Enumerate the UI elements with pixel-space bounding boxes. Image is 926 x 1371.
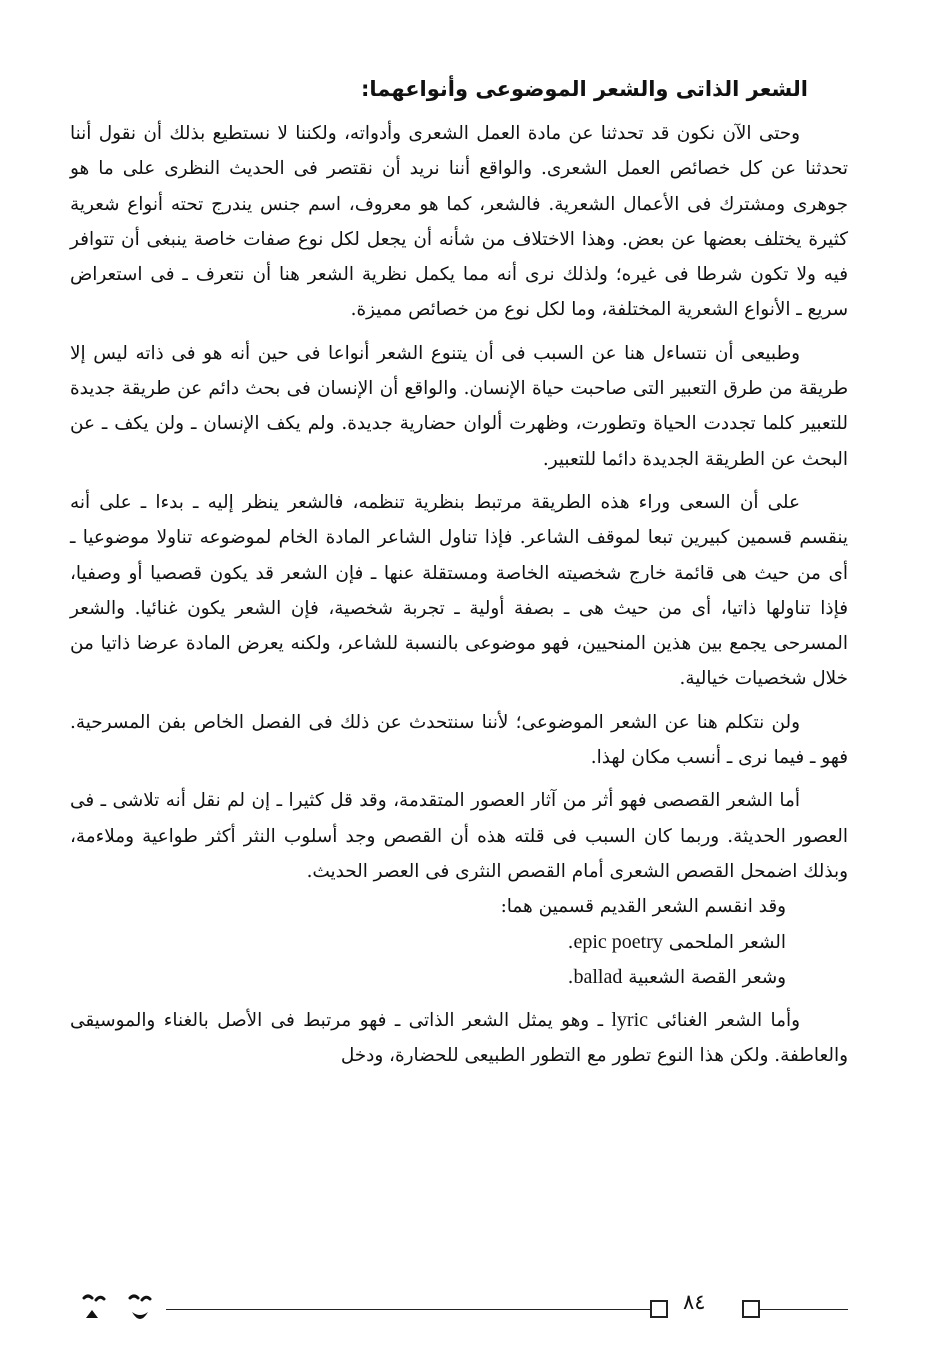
paragraph-6 [70,1003,848,1074]
body-text [70,116,848,1074]
paragraph-6-rest: ـ وهو يمثل الشعر الذاتى ـ فهو مرتبط فى الأصل بالغناء والموسيقى والعاطفة. ولكن هذا النوع تطور مع التطور الطبيعى للحضارة، ودخل [70,1010,848,1067]
lyric-term: lyric [611,1009,649,1032]
paragraph-1: وحتى الآن نكون قد تحدثنا عن مادة العمل الشعرى وأدواته، ولكننا لا نستطيع بذلك أن نقول أننا تحدثنا عن كل خصائص العمل الشعرى. والواقع أننا نريد أن نقتصر فى الحديث النظرى على ما هو جوهرى ومشترك فى الأعمال الشعرية. فالشعر، كما هو معروف، اسم جنس يندرج تحته أنواع شعرية كثيرة يختلف بعضها عن بعض. وهذا الاختلاف من شأنه أن يجعل لكل نوع صفات خاصة ينبغى أن تتوافر فيه ولا تكون شرطا فى غيره؛ ولذلك نرى أنه مما يكمل نظرية الشعر هنا أن نتعرف ـ فى استعراض سريع ـ الأنواع الشعرية المختلفة، وما لكل نوع من خصائص مميزة. [70,123,848,321]
section-heading: الشعر الذاتى والشعر الموضوعى وأنواعهما: [360,77,808,101]
footer-box-left [650,1300,668,1318]
page-footer [0,1280,926,1340]
footer-rule-right [760,1309,848,1310]
page-number: ٨٤ [683,1290,706,1314]
list-intro: وقد انقسم الشعر القديم قسمين هما: [500,896,786,918]
list-item-ar: وشعر القصة الشعبية [628,966,786,988]
list-item-epic [70,925,848,960]
paragraph-5: أما الشعر القصصى فهو أثر من آثار العصور المتقدمة، وقد قل كثيرا ـ إن لم نقل أنه تلاشى ـ فى العصور الحديثة. وربما كان السبب فى قلته هذه أن القصص وجد أسلوب النثر أكثر طواعية وملاءمة، وبذلك اضمحل القصص الشعرى أمام القصص النثرى فى العصر الحديث. [70,790,848,882]
paragraph-2: وطبيعى أن نتساءل هنا عن السبب فى أن يتنوع الشعر أنواعا فى حين أنه هو فى ذاته ليس إلا طريقة من طرق التعبير التى صاحبت حياة الإنسان. والواقع أن الإنسان فى بحث دائم عن طريقة جديدة للتعبير كلما تجددت الحياة وتطورت، وظهرت ألوان حضارية جديدة. ولم يكف الإنسان ـ ولن يكف ـ عن البحث عن الطريقة الجديدة دائما للتعبير. [70,342,848,470]
list-item-ballad [70,960,848,995]
paragraph-3: على أن السعى وراء هذه الطريقة مرتبط بنظرية تنظمه، فالشعر ينظر إليه ـ بدءا ـ على أنه ينقسم قسمين كبيرين تبعا لموقف الشاعر. فإذا تناول الشاعر المادة الخام لموضوعه تناولا موضوعيا ـ أى من حيث هى قائمة خارج شخصيته الخاصة ومستقلة عنها ـ فإن الشعر قد يكون قصصيا أو وصفيا، فإذا تناولها ذاتيا، أى من حيث هى ـ بصفة أولية ـ تجربة شخصية، فإن الشعر يكون غنائيا. والشعر المسرحى يجمع بين هذين المنحيين، فهو موضوعى بالنسبة للشاعر، ولكنه يعرض المادة عرضا ذاتيا من خلال شخصيات خيالية. [70,491,848,690]
footer-rule-left [166,1309,650,1310]
paragraph-6-start: وأما الشعر الغنائى [656,1010,800,1032]
list-item-en: epic poetry [573,930,663,953]
ornament-icon [78,1288,158,1328]
list-item-end: . [567,966,574,988]
list-item-end: . [567,931,574,953]
list-item-ar: الشعر الملحمى [668,931,786,953]
list-item-en: ballad [573,965,623,988]
footer-box-right [742,1300,760,1318]
paragraph-4: ولن نتكلم هنا عن الشعر الموضوعى؛ لأننا سنتحدث عن ذلك فى الفصل الخاص بفن المسرحية. فهو ـ فيما نرى ـ أنسب مكان لهذا. [70,711,848,769]
